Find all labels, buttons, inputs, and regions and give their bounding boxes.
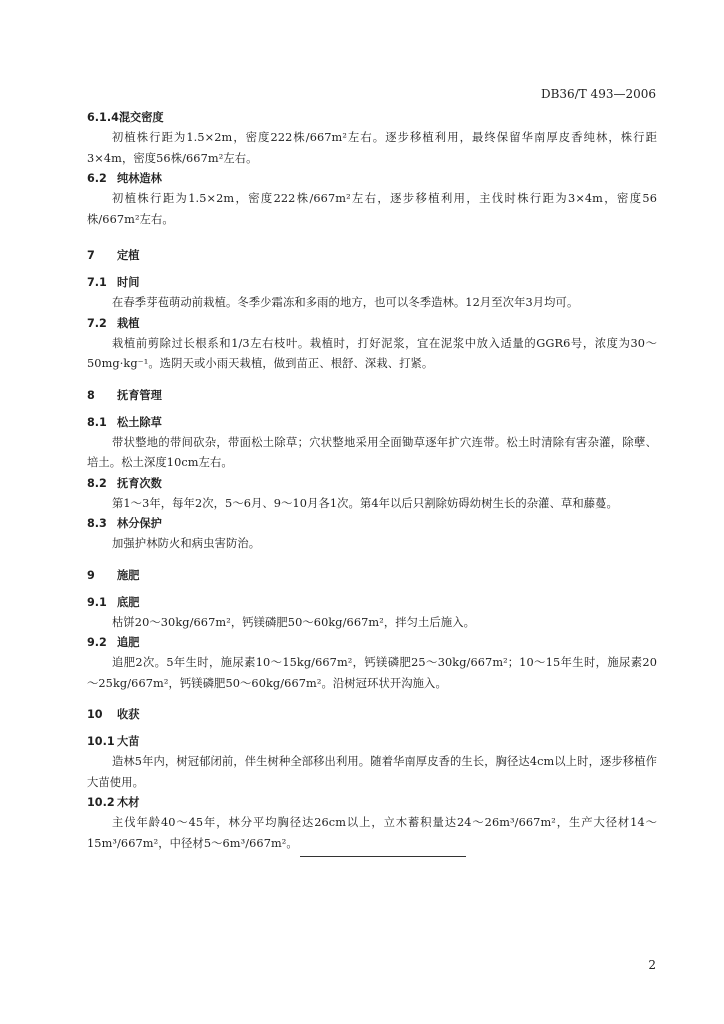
page-number: 2 — [648, 958, 656, 972]
paragraph-7-2: 栽植前剪除过长根系和1/3左右枝叶。栽植时，打好泥浆，宜在泥浆中放入适量的GGR6号，浓度为30～50mg·kg⁻¹。选阴天或小雨天栽植，做到苗正、根舒、深栽、打紧。 — [87, 336, 657, 370]
heading-10-2: 10.2 木材 — [87, 796, 140, 809]
paragraph-9-2: 追肥2次。5年生时，施尿素10～15kg/667m²，钙镁磷肥25～30kg/667m²；10～15年生时，施尿素20～25kg/667m²，钙镁磷肥50～60kg/667m²。沿树冠环状开沟施入。 — [87, 656, 657, 690]
paragraph-7-1: 在春季芽苞萌动前栽植。冬季少霜冻和多雨的地方，也可以冬季造林。12月至次年3月均可。 — [112, 296, 579, 309]
heading-8-1: 8.1 松土除草 — [87, 415, 162, 429]
paragraph-6-2: 初植株行距为1.5×2m，密度222株/667m²左右，逐步移植利用，主伐时株行距为3×4m，密度56株/667m²左右。 — [87, 192, 657, 226]
paragraph-8-2: 第1～3年，每年2次，5～6月、9～10月各1次。第4年以后只割除妨碍幼树生长的杂灌、草和藤蔓。 — [112, 496, 618, 510]
heading-7: 7 定植 — [87, 249, 140, 262]
heading-8: 8 抚育管理 — [87, 388, 162, 402]
heading-8-2: 8.2 抚育次数 — [87, 476, 162, 490]
paragraph-10-1: 造林5年内，树冠郁闭前，伴生树种全部移出利用。随着华南厚皮香的生长，胸径达4cm以上时，逐步移植作大苗使用。 — [87, 755, 657, 789]
heading-7-2: 7.2 栽植 — [87, 316, 140, 330]
heading-10: 10 收获 — [87, 708, 140, 721]
paragraph-10-2: 主伐年龄40～45年，林分平均胸径达26cm以上，立木蓄积量达24～26m³/667m²，生产大径材14～15m³/667m²，中径材5～6m³/667m²。 — [87, 816, 657, 850]
heading-6-2: 6.2 纯林造林 — [87, 172, 162, 185]
paragraph-8-1: 带状整地的带间砍杂，带面松土除草；穴状整地采用全面锄草逐年扩穴连带。松土时清除有害杂灌，除孽、培土。松土深度10cm左右。 — [87, 435, 657, 469]
heading-6-1-4: 6.1.4混交密度 — [87, 111, 164, 124]
heading-9: 9 施肥 — [87, 568, 140, 582]
paragraph-6-1-4: 初植株行距为1.5×2m，密度222株/667m²左右。逐步移植利用，最终保留华南厚皮香纯林，株行距3×4m，密度56株/667m²左右。 — [87, 131, 657, 165]
end-rule-divider — [300, 856, 466, 857]
heading-7-1: 7.1 时间 — [87, 276, 140, 289]
heading-10-1: 10.1 大苗 — [87, 735, 140, 748]
heading-8-3: 8.3 林分保护 — [87, 517, 162, 530]
document-body — [87, 108, 657, 854]
paragraph-8-3: 加强护林防火和病虫害防治。 — [112, 537, 261, 550]
paragraph-9-1: 枯饼20～30kg/667m²，钙镁磷肥50～60kg/667m²，拌匀土后施入。 — [112, 615, 476, 629]
heading-9-1: 9.1 底肥 — [87, 595, 140, 609]
document-code-header: DB36/T 493—2006 — [540, 87, 656, 101]
heading-9-2: 9.2 追肥 — [87, 636, 140, 649]
